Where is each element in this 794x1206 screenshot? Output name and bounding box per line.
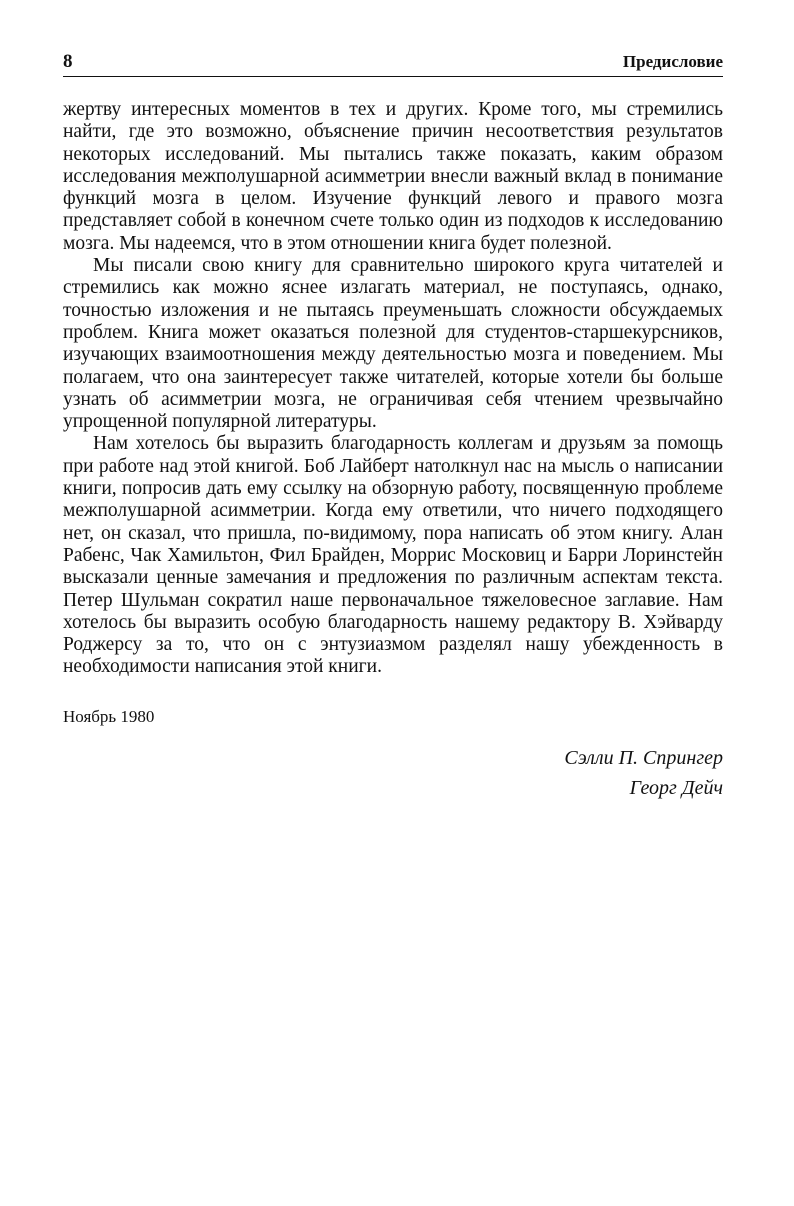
paragraph-acknowledgements: Нам хотелось бы выразить благодарность коллегам и друзьям за помощь при работе над этой книгой. Боб Лайберт натолкнул нас на мысль о написании книги, попросив дать ему ссылку на обзорную работу, посвященную проблеме межполушарной асимметрии. Когда ему ответили, что ничего подходящего нет, он сказал, что пришла, по-видимому, пора написать об этом книгу. Алан Рабенс, Чак Хамильтон, Фил Брайден, Моррис Московиц и Барри Лоринстейн высказали ценные замечания и предложения по различным аспектам текста. Петер Шульман сократил наше первоначальное тяжеловесное заглавие. Нам хотелось бы выразить особую благодарность нашему редактору В. Хэйварду Роджерсу за то, что он с энтузиазмом разделял нашу убежденность в необходимости написания этой книги. (63, 433, 723, 678)
preface-body (63, 99, 723, 679)
paragraph-audience: Мы писали свою книгу для сравнительно широкого круга читателей и стремились как можно яснее излагать материал, не поступаясь, однако, точностью изложения и не пытаясь преуменьшать сложности обсуждаемых проблем. Книга может оказаться полезной для студентов-старшекурсников, изучающих взаимоотношения между деятельностью мозга и поведением. Мы полагаем, что она заинтересует также читателей, которые хотели бы больше узнать об асимметрии мозга, не ограничивая себя чтением чрезвычайно упрощенной популярной литературы. (63, 255, 723, 433)
page-number: 8 (63, 51, 73, 72)
dateline: Ноябрь 1980 (63, 706, 155, 726)
paragraph-continuation: жертву интересных моментов в тех и других. Кроме того, мы стремились найти, где это возможно, объяснение причин несоответствия результатов некоторых исследований. Мы пытались также показать, каким образом исследования межполушарной асимметрии внесли важный вклад в понимание функций мозга в целом. Изучение функций левого и правого мозга представляет собой в конечном счете только один из подходов к исследованию мозга. Мы надеемся, что в этом отношении книга будет полезной. (63, 99, 723, 254)
book-page (63, 52, 723, 803)
running-head (63, 52, 723, 77)
author-signatures (63, 743, 723, 803)
author-name: Сэлли П. Спрингер (564, 746, 723, 769)
author-name: Георг Дейч (629, 776, 723, 799)
section-title: Предисловие (622, 52, 723, 71)
